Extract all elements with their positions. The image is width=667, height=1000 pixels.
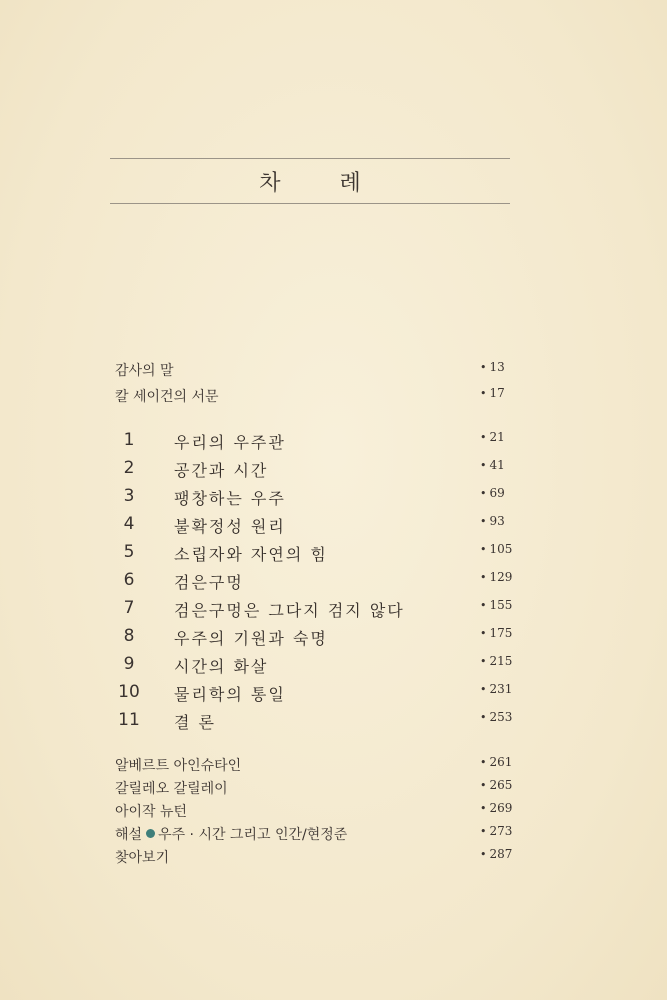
toc-entry-label: 아이작 뉴턴 [115, 804, 188, 820]
chapter-title: 시간의 화살 [174, 657, 269, 676]
chapter-number: 2 [123, 458, 135, 478]
chapter-number: 5 [123, 542, 135, 562]
chapter-title: 우주의 기원과 숙명 [174, 629, 328, 648]
chapter-page: • 215 [480, 654, 513, 668]
chapter-title: 소립자와 자연의 힘 [174, 545, 328, 564]
toc-entry-page: • 269 [480, 801, 513, 815]
chapter-title: 우리의 우주관 [174, 433, 286, 452]
commentary-prefix: 해설 [115, 827, 143, 843]
toc-entry-commentary[interactable] [0, 824, 667, 848]
toc-chapter-6[interactable] [0, 570, 667, 594]
toc-chapter-7[interactable] [0, 598, 667, 622]
toc-chapter-2[interactable] [0, 458, 667, 482]
chapter-number: 8 [123, 626, 135, 646]
toc-entry-page: • 13 [480, 360, 505, 374]
chapter-page: • 231 [480, 682, 513, 696]
chapter-number: 11 [118, 710, 140, 730]
chapter-number: 6 [123, 570, 135, 590]
toc-entry-page: • 287 [480, 847, 513, 861]
title-top-rule [110, 158, 510, 159]
toc-chapter-3[interactable] [0, 486, 667, 510]
toc-entry-page: • 261 [480, 755, 513, 769]
chapter-title: 검은구멍은 그다지 검지 않다 [174, 601, 405, 620]
toc-chapter-8[interactable] [0, 626, 667, 650]
chapter-page: • 155 [480, 598, 513, 612]
toc-entry-acknowledgements[interactable] [0, 360, 667, 384]
toc-entry-newton[interactable] [0, 801, 667, 825]
toc-chapter-4[interactable] [0, 514, 667, 538]
page-title: 차 례 [259, 171, 387, 196]
toc-entry-galileo[interactable] [0, 778, 667, 802]
chapter-number: 4 [123, 514, 135, 534]
chapter-page: • 129 [480, 570, 513, 584]
toc-chapter-10[interactable] [0, 682, 667, 706]
chapter-title: 팽창하는 우주 [174, 489, 286, 508]
toc-entry-page: • 265 [480, 778, 513, 792]
commentary-title: 우주 · 시간 그리고 인간/현정준 [158, 827, 348, 843]
chapter-title: 불확정성 원리 [174, 517, 286, 536]
chapter-page: • 21 [480, 430, 505, 444]
chapter-page: • 175 [480, 626, 513, 640]
toc-chapter-5[interactable] [0, 542, 667, 566]
toc-entry-label: 찾아보기 [115, 850, 170, 866]
chapter-number: 9 [123, 654, 135, 674]
toc-entry-label: 칼 세이건의 서문 [115, 389, 219, 405]
chapter-number: 10 [118, 682, 140, 702]
chapter-title: 결 론 [174, 713, 216, 732]
toc-entry-einstein[interactable] [0, 755, 667, 779]
chapter-number: 3 [123, 486, 135, 506]
chapter-page: • 105 [480, 542, 513, 556]
toc-entry-label: 갈릴레오 갈릴레이 [115, 781, 228, 797]
toc-entry-page: • 17 [480, 386, 505, 400]
toc-entry-preface[interactable] [0, 386, 667, 410]
toc-entry-page: • 273 [480, 824, 513, 838]
title-bottom-rule [110, 203, 510, 204]
toc-chapter-11[interactable] [0, 710, 667, 734]
toc-entry-index[interactable] [0, 847, 667, 871]
chapter-page: • 253 [480, 710, 513, 724]
chapter-title: 공간과 시간 [174, 461, 269, 480]
chapter-number: 7 [123, 598, 135, 618]
toc-entry-label: 감사의 말 [115, 363, 174, 379]
chapter-page: • 93 [480, 514, 505, 528]
chapter-title: 물리학의 통일 [174, 685, 286, 704]
chapter-page: • 69 [480, 486, 505, 500]
toc-entry-label [115, 824, 347, 844]
chapter-page: • 41 [480, 458, 505, 472]
chapter-title: 검은구멍 [174, 573, 244, 592]
toc-chapter-9[interactable] [0, 654, 667, 678]
chapter-number: 1 [123, 430, 135, 450]
teal-bullet-icon [146, 829, 155, 838]
toc-entry-label: 알베르트 아인슈타인 [115, 758, 242, 774]
toc-chapter-1[interactable] [0, 430, 667, 454]
